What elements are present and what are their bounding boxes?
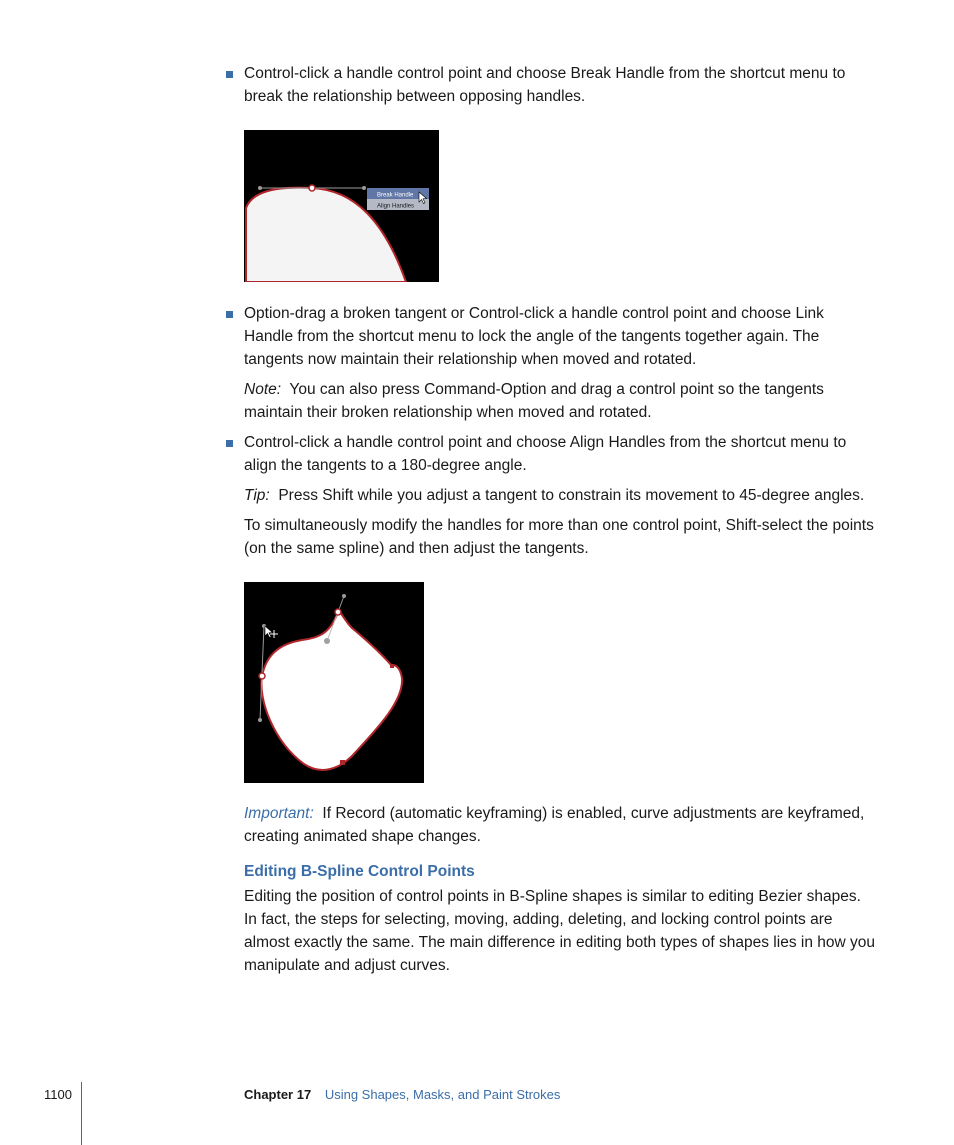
footer-divider	[81, 1082, 82, 1145]
control-point	[340, 760, 345, 765]
tangent-handle	[258, 718, 262, 722]
context-menu-item-align-handles: Align Handles	[377, 203, 415, 210]
page-number: 1100	[44, 1087, 72, 1102]
note-paragraph	[244, 378, 876, 424]
tangent-handle	[362, 186, 366, 190]
important-label: Important:	[244, 805, 314, 822]
footer-chapter	[244, 1087, 560, 1102]
tip-text: Press Shift while you adjust a tangent to constrain its movement to 45-degree angles.	[278, 487, 865, 504]
control-point	[259, 673, 265, 679]
tip-label: Tip:	[244, 487, 270, 504]
bullet-marker	[226, 71, 233, 78]
bullet-text-break-handle: Control-click a handle control point and choose Break Handle from the shortcut menu to break the relationship between opposing handles.	[244, 65, 846, 105]
bullet-marker	[226, 440, 233, 447]
footer-chapter-title: Using Shapes, Masks, and Paint Strokes	[324, 1087, 561, 1102]
tangent-handle	[342, 594, 346, 598]
tangent-handle	[324, 638, 330, 644]
figure-break-handle	[244, 130, 439, 282]
note-label: Note:	[244, 381, 282, 398]
multi-select-paragraph: To simultaneously modify the handles for more than one control point, Shift-select the points (on the same spline) and then adjust the tangents.	[244, 517, 874, 557]
shape-preview	[244, 582, 424, 783]
important-paragraph	[244, 802, 876, 848]
bullet-marker	[226, 311, 233, 318]
tip-paragraph	[244, 484, 876, 507]
section-body: Editing the position of control points in B-Spline shapes is similar to editing Bezier shapes. In fact, the steps for selecting, moving, adding, deleting, and locking control points are almost exactly the same. The main difference in editing both types of shapes lies in how you manipulate and adjust curves.	[244, 888, 875, 974]
bullet-text-link-handle: Option-drag a broken tangent or Control-click a handle control point and choose Link Handle from the shortcut menu to lock the angle of the tangents together again. The tangents now maintain their relationship when moved and rotated.	[244, 305, 824, 368]
section-heading: Editing B-Spline Control Points	[244, 863, 475, 880]
important-text: If Record (automatic keyframing) is enabled, curve adjustments are keyframed, creating animated shape changes.	[244, 805, 865, 845]
shape-preview	[244, 130, 439, 282]
context-menu-item-break-handle: Break Handle	[377, 192, 414, 199]
footer-chapter-number: Chapter 17	[244, 1087, 312, 1102]
bullet-text-align-handles: Control-click a handle control point and choose Align Handles from the shortcut menu to align the tangents to a 180-degree angle.	[244, 434, 847, 474]
control-point	[390, 664, 394, 668]
shape-fill	[261, 612, 402, 770]
tangent-handle	[258, 186, 262, 190]
note-text: You can also press Command-Option and drag a control point so the tangents maintain their broken relationship when moved and rotated.	[244, 381, 824, 421]
mouse-pointer-icon	[265, 626, 273, 638]
figure-multiple-handles	[244, 582, 424, 783]
control-point	[309, 185, 315, 191]
control-point	[335, 609, 341, 615]
